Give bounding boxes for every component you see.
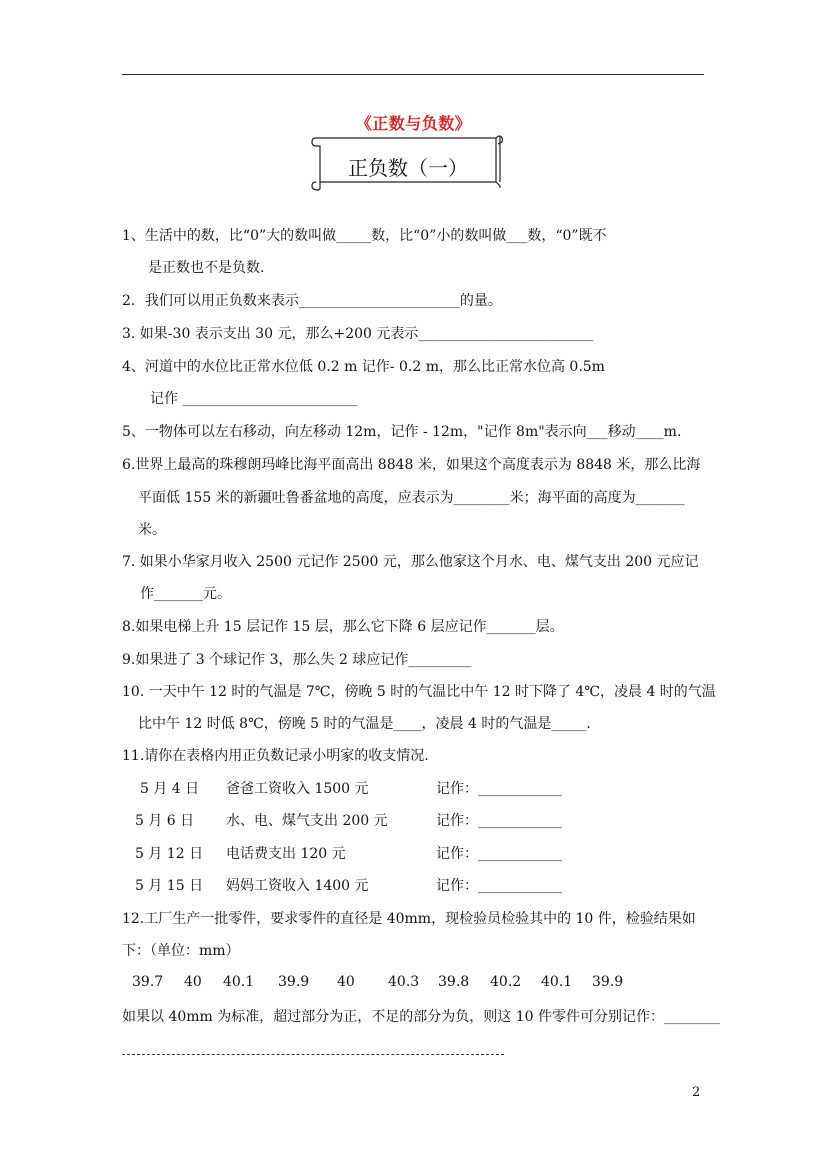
question-12-line-2: 下：（单位：mm）: [122, 943, 240, 959]
question-12-line-1: 12.工厂生产一批零件，要求零件的直径是 40mm，现检验员检验其中的 10 件，检验结果如: [122, 911, 696, 927]
measurement-value: 40.1: [223, 974, 255, 990]
question-4-line-2: 记作 _________________________: [150, 391, 358, 407]
record-item: 爸爸工资收入 1500 元: [226, 781, 369, 797]
question-10-line-2: 比中午 12 时低 8℃，傍晚 5 时的气温是____，凌晨 4 时的气温是_____.: [138, 716, 591, 732]
question-9-line-1: 9.如果进了 3 个球记作 3，那么失 2 球应记作_________: [122, 652, 472, 668]
measurement-value: 40: [337, 974, 355, 990]
measurement-value: 40.1: [541, 974, 573, 990]
measurement-value: 39.7: [132, 974, 164, 990]
banner-label: 正负数（一）: [348, 156, 468, 180]
measurement-value: 39.9: [278, 974, 310, 990]
question-10-line-1: 10. 一天中午 12 时的气温是 7℃，傍晚 5 时的气温比中午 12 时下降了 4℃，凌晨 4 时的气温: [122, 684, 716, 700]
measurement-value: 40: [184, 974, 202, 990]
record-row: [0, 876, 827, 896]
question-6-line-3: 米。: [138, 522, 166, 538]
record-row: [0, 811, 827, 831]
record-date: 5 月 12 日: [135, 846, 204, 862]
record-blank: 记作：____________: [436, 813, 562, 829]
document-title: 《正数与负数》: [355, 114, 472, 133]
header-rule: [122, 74, 704, 75]
question-5-line-1: 5、一物体可以左右移动，向左移动 12m，记作 - 12m，"记作 8m"表示向___移动____m.: [122, 424, 682, 440]
question-12-line-3: 如果以 40mm 为标准，超过部分为正，不足的部分为负，则这 10 件零件可分别记作：________: [122, 1009, 720, 1025]
record-date: 5 月 4 日: [140, 781, 200, 797]
question-4-line-1: 4、河道中的水位比正常水位低 0.2 m 记作- 0.2 m，那么比正常水位高 0.5m: [122, 359, 605, 375]
record-item: 妈妈工资收入 1400 元: [226, 878, 369, 894]
record-item: 电话费支出 120 元: [226, 846, 346, 862]
measurement-value: 40.3: [388, 974, 420, 990]
record-blank: 记作：____________: [436, 781, 562, 797]
record-item: 水、电、煤气支出 200 元: [226, 813, 388, 829]
page-number: 2: [692, 1085, 701, 1100]
record-blank: 记作：____________: [436, 878, 562, 894]
question-2-line-1: 2．我们可以用正负数来表示_______________________的量。: [122, 293, 502, 309]
record-date: 5 月 15 日: [135, 878, 204, 894]
measurement-value: 39.8: [438, 974, 470, 990]
record-blank: 记作：____________: [436, 846, 562, 862]
question-7-line-2: 作_______元。: [140, 586, 231, 602]
record-row: [0, 844, 827, 864]
question-8-line-1: 8.如果电梯上升 15 层记作 15 层，那么它下降 6 层应记作_______层。: [122, 619, 564, 635]
record-date: 5 月 6 日: [135, 813, 195, 829]
answer-blank-line: [122, 1054, 504, 1055]
question-3-line-1: 3. 如果-30 表示支出 30 元，那么+200 元表示_________________________: [122, 326, 594, 342]
question-11-line-1: 11.请你在表格内用正负数记录小明家的收支情况.: [122, 748, 429, 764]
question-6-line-2: 平面低 155 米的新疆吐鲁番盆地的高度，应表示为________米；海平面的高度为_______: [138, 490, 685, 506]
question-7-line-1: 7. 如果小华家月收入 2500 元记作 2500 元，那么他家这个月水、电、煤气支出 200 元应记: [122, 554, 699, 570]
question-1-line-1: 1、生活中的数，比“0”大的数叫做_____数，比“0”小的数叫做___数，“0”既不: [122, 228, 607, 244]
record-row: [0, 779, 827, 799]
measurement-value: 39.9: [592, 974, 624, 990]
measurement-value: 40.2: [490, 974, 522, 990]
question-1-line-2: 是正数也不是负数.: [148, 260, 265, 276]
question-6-line-1: 6.世界上最高的珠穆朗玛峰比海平面高出 8848 米，如果这个高度表示为 8848 米，那么比海: [122, 457, 701, 473]
section-banner: [310, 132, 506, 192]
